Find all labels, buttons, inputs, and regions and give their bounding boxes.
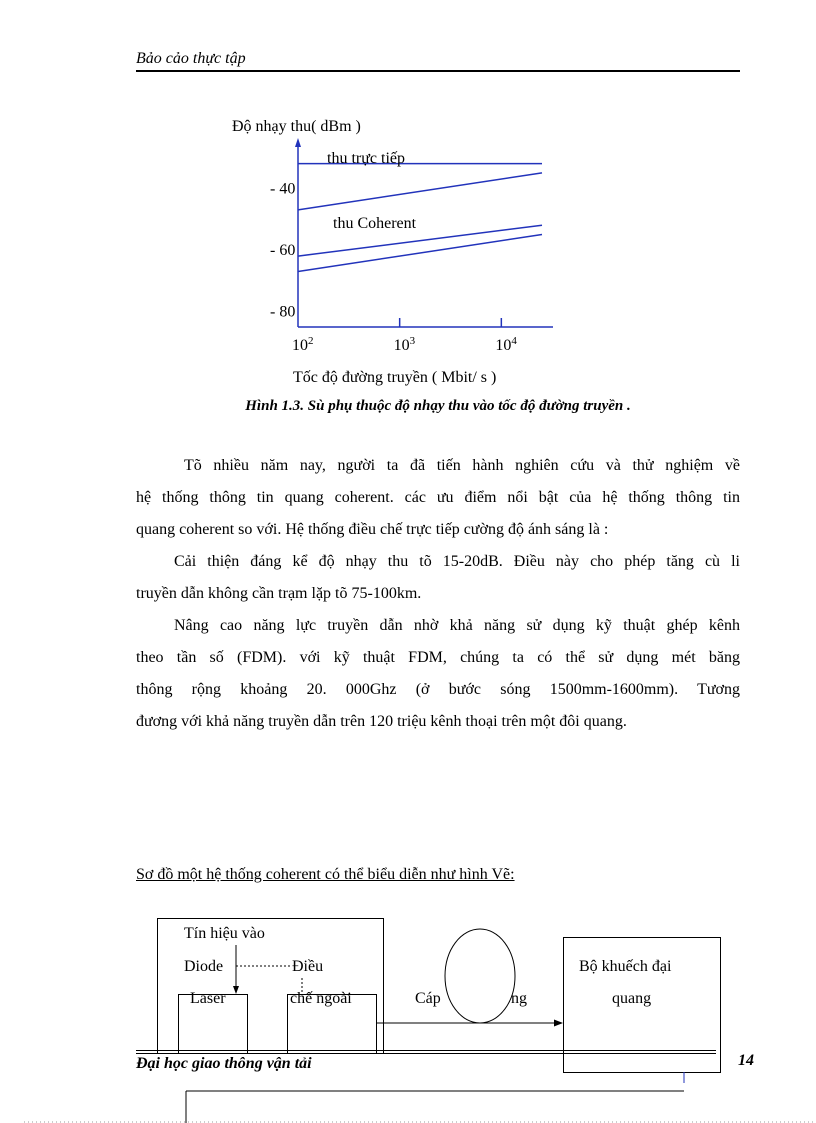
paragraph-line: Cải thiện đáng kể độ nhạy thu tõ 15-20dB. Điều này cho phép tăng cù li [174, 553, 740, 570]
footer-rule [136, 1053, 716, 1054]
series-line-2 [298, 173, 542, 210]
modulator-label-1: Điều [292, 958, 324, 975]
paragraph-line: Nâng cao năng lực truyền dẫn nhờ khả năng sử dụng kỹ thuật ghép kênh [174, 617, 740, 634]
series-label-coherent: thu Coherent [333, 215, 417, 232]
paragraph-line: truyền dẫn không cần trạm lặp tõ 75-100km. [136, 585, 422, 602]
x-tick-label: $10^4$ [495, 335, 517, 354]
cable-label: Cáp [415, 990, 441, 1007]
signal-in-label: Tín hiệu vào [184, 925, 265, 942]
paragraph-line: thông rộng khoảng 20. 000Ghz (ở bước sóng 1500mm-1600mm). Tương [136, 681, 740, 698]
body-text [136, 450, 740, 738]
series-label-direct: thu trực tiếp [327, 150, 405, 167]
amplifier-label-2: quang [612, 990, 652, 1007]
paragraph-line: hệ thống thông tin quang coherent. các ưu điểm nổi bật của hệ thống thông tin [136, 489, 740, 506]
page-number: 14 [738, 1052, 754, 1069]
system-diagram [0, 900, 816, 1123]
paragraph-line: Tõ nhiều năm nay, người ta đã tiến hành nghiên cứu và thử nghiệm về [184, 457, 740, 474]
footer-rule [136, 1050, 716, 1051]
cable-label-tail: ng [511, 990, 527, 1007]
section-title: Sơ đồ một hệ thống coherent có thể biểu diễn như hình Vẽ: [136, 866, 515, 883]
amplifier-label-1: Bộ khuếch đại [579, 958, 672, 975]
y-tick-label: - 60 [270, 241, 296, 259]
fiber-coil [445, 929, 515, 1023]
signal-arrow-head [233, 986, 239, 994]
link-arrow-head [554, 1020, 563, 1027]
paragraph-line: đương với khả năng truyền dẫn trên 120 triệu kênh thoại trên một đôi quang. [136, 713, 627, 730]
x-tick-label: $10^2$ [292, 335, 314, 354]
paragraph-line: theo tần số (FDM). với kỹ thuật FDM, chúng ta có thể sử dụng mét băng [136, 649, 740, 666]
modulator-label-2: chế ngoài [290, 990, 352, 1007]
laser-label: Laser [190, 990, 226, 1007]
figure-caption: Hình 1.3. Sù phụ thuộc độ nhạy thu vào tốc độ đường truyền . [245, 398, 631, 414]
y-tick-label: - 80 [270, 303, 296, 321]
footer-text: Đại học giao thông vận tải [136, 1055, 312, 1072]
x-tick-label: $10^3$ [393, 335, 416, 354]
paragraph-line: quang coherent so với. Hệ thống điều chế trực tiếp cường độ ánh sáng là : [136, 521, 609, 538]
diode-label: Diode [184, 958, 224, 975]
x-axis-label: Tốc độ đường truyền ( Mbit/ s ) [293, 369, 497, 386]
y-axis-arrow [295, 138, 301, 147]
header-title: Bảo cảo thực tập [136, 50, 246, 67]
sensitivity-chart [0, 0, 816, 400]
y-tick-label: - 40 [270, 180, 296, 198]
y-axis-label: Độ nhạy thu( dBm ) [232, 118, 361, 135]
